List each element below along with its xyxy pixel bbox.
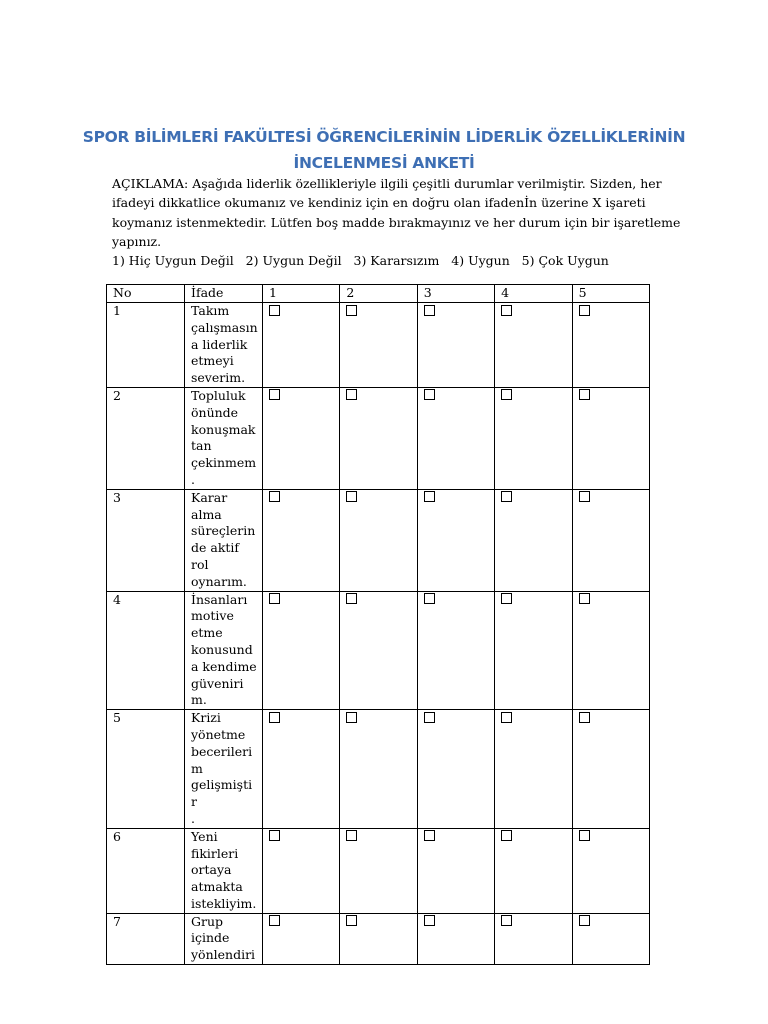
checkbox-option-1[interactable]	[269, 830, 280, 841]
instructions	[112, 174, 681, 251]
checkbox-option-2[interactable]	[346, 830, 357, 841]
row-statement	[185, 303, 263, 388]
option-cell-5	[572, 710, 649, 829]
option-cell-2	[340, 489, 417, 591]
checkbox-option-3[interactable]	[424, 830, 435, 841]
statement-line: Grup	[191, 913, 224, 929]
statement-line: Takım	[191, 303, 230, 318]
checkbox-option-4[interactable]	[501, 830, 512, 841]
option-cell-4	[495, 591, 572, 710]
option-cell-4	[495, 710, 572, 829]
statement-line: çekinmem	[191, 455, 257, 471]
table-row	[107, 387, 650, 489]
checkbox-option-1[interactable]	[269, 305, 280, 316]
statement-line: fikirleri	[191, 845, 239, 861]
statement-line: .	[191, 471, 195, 487]
row-statement	[185, 489, 263, 591]
option-cell-1	[263, 591, 340, 710]
statement-line: Karar	[191, 489, 228, 505]
checkbox-option-1[interactable]	[269, 491, 280, 502]
checkbox-option-1[interactable]	[269, 712, 280, 723]
row-statement	[185, 710, 263, 829]
option-cell-5	[572, 387, 649, 489]
statement-line: çalışmasın	[191, 319, 258, 335]
option-cell-1	[263, 710, 340, 829]
statement-line: İnsanları	[191, 591, 248, 607]
checkbox-option-5[interactable]	[579, 830, 590, 841]
statement-line: yönetme	[191, 726, 246, 742]
option-cell-1	[263, 828, 340, 913]
statement-line: gelişmiştir	[191, 777, 253, 810]
option-cell-1	[263, 913, 340, 964]
table-row	[107, 303, 650, 388]
checkbox-option-4[interactable]	[501, 491, 512, 502]
header-no: No	[107, 285, 185, 303]
table-row	[107, 489, 650, 591]
checkbox-option-5[interactable]	[579, 915, 590, 926]
checkbox-option-2[interactable]	[346, 491, 357, 502]
row-number: 7	[107, 913, 185, 964]
option-cell-3	[417, 489, 494, 591]
checkbox-option-2[interactable]	[346, 915, 357, 926]
survey-title	[60, 124, 708, 176]
checkbox-option-2[interactable]	[346, 389, 357, 400]
survey-table	[106, 284, 650, 965]
statement-line: ortaya	[191, 862, 232, 878]
option-cell-4	[495, 828, 572, 913]
row-statement	[185, 828, 263, 913]
header-option-4: 4	[495, 285, 572, 303]
instructions-line: koymanız istenmektedir. Lütfen boş madde bırakmayınız ve her durum için bir işaretleme	[112, 214, 681, 230]
statement-line: atmakta	[191, 879, 243, 895]
statement-line: konusund	[191, 641, 253, 657]
statement-line: etme	[191, 625, 223, 641]
option-cell-4	[495, 913, 572, 964]
option-cell-5	[572, 913, 649, 964]
row-statement	[185, 591, 263, 710]
statement-line: Krizi	[191, 710, 221, 726]
option-cell-2	[340, 828, 417, 913]
checkbox-option-2[interactable]	[346, 712, 357, 723]
table-row	[107, 591, 650, 710]
rating-scale-legend: 1) Hiç Uygun Değil 2) Uygun Değil 3) Kararsızım 4) Uygun 5) Çok Uygun	[112, 253, 609, 268]
checkbox-option-3[interactable]	[424, 915, 435, 926]
statement-line: Topluluk	[191, 387, 246, 403]
statement-line: rol	[191, 556, 209, 572]
checkbox-option-5[interactable]	[579, 389, 590, 400]
header-option-1: 1	[263, 285, 340, 303]
instructions-line: AÇIKLAMA: Aşağıda liderlik özellikleriyle ilgili çeşitli durumlar verilmiştir. Sizden, her	[112, 176, 662, 191]
option-cell-3	[417, 913, 494, 964]
option-cell-5	[572, 489, 649, 591]
row-number: 4	[107, 591, 185, 710]
row-statement	[185, 387, 263, 489]
table-row	[107, 828, 650, 913]
statement-line: istekliyim.	[191, 895, 257, 911]
checkbox-option-2[interactable]	[346, 305, 357, 316]
checkbox-option-5[interactable]	[579, 305, 590, 316]
checkbox-option-5[interactable]	[579, 491, 590, 502]
option-cell-2	[340, 303, 417, 388]
table-row	[107, 710, 650, 829]
option-cell-2	[340, 387, 417, 489]
checkbox-option-3[interactable]	[424, 593, 435, 604]
statement-line: yönlendiri	[191, 947, 256, 963]
instructions-line: yapınız.	[112, 233, 162, 249]
title-line-1: SPOR BİLİMLERİ FAKÜLTESİ ÖĞRENCİLERİNİN LİDERLİK ÖZELLİKLERİNİN	[82, 128, 686, 146]
checkbox-option-1[interactable]	[269, 389, 280, 400]
checkbox-option-4[interactable]	[501, 593, 512, 604]
option-cell-1	[263, 303, 340, 388]
option-cell-1	[263, 489, 340, 591]
header-option-5: 5	[572, 285, 649, 303]
statement-line: severim.	[191, 370, 246, 386]
option-cell-5	[572, 303, 649, 388]
statement-line: m	[191, 760, 203, 776]
header-statement: İfade	[185, 285, 263, 303]
statement-line: Yeni	[191, 828, 218, 844]
statement-line: süreçlerin	[191, 523, 256, 539]
statement-line: alma	[191, 506, 222, 522]
option-cell-2	[340, 913, 417, 964]
checkbox-option-3[interactable]	[424, 491, 435, 502]
statement-line: a kendime	[191, 658, 257, 674]
header-option-2: 2	[340, 285, 417, 303]
option-cell-4	[495, 387, 572, 489]
table-row	[107, 913, 650, 964]
option-cell-1	[263, 387, 340, 489]
checkbox-option-1[interactable]	[269, 593, 280, 604]
option-cell-2	[340, 591, 417, 710]
statement-line: oynarım.	[191, 573, 247, 589]
option-cell-2	[340, 710, 417, 829]
statement-line: de aktif	[191, 540, 240, 556]
checkbox-option-4[interactable]	[501, 389, 512, 400]
option-cell-5	[572, 591, 649, 710]
statement-line: tan	[191, 438, 212, 454]
checkbox-option-1[interactable]	[269, 915, 280, 926]
row-number: 2	[107, 387, 185, 489]
checkbox-option-3[interactable]	[424, 389, 435, 400]
statement-line: konuşmak	[191, 421, 256, 437]
row-number: 1	[107, 303, 185, 388]
checkbox-option-4[interactable]	[501, 915, 512, 926]
title-line-2: İNCELENMESİ ANKETİ	[293, 154, 475, 172]
statement-line: güvenirim.	[191, 675, 244, 708]
statement-line: etmeyi	[191, 353, 234, 369]
checkbox-option-4[interactable]	[501, 305, 512, 316]
option-cell-3	[417, 303, 494, 388]
row-number: 3	[107, 489, 185, 591]
header-option-3: 3	[417, 285, 494, 303]
statement-line: becerileri	[191, 743, 253, 759]
statement-line: önünde	[191, 404, 239, 420]
checkbox-option-4[interactable]	[501, 712, 512, 723]
option-cell-3	[417, 387, 494, 489]
instructions-line: ifadeyi dikkatlice okumanız ve kendiniz için en doğru olan ifadenİn üzerine X işareti	[112, 195, 646, 211]
row-number: 5	[107, 710, 185, 829]
statement-line: içinde	[191, 930, 230, 946]
row-statement	[185, 913, 263, 964]
option-cell-3	[417, 710, 494, 829]
statement-line: a liderlik	[191, 336, 248, 352]
option-cell-3	[417, 828, 494, 913]
checkbox-option-2[interactable]	[346, 593, 357, 604]
option-cell-4	[495, 303, 572, 388]
row-number: 6	[107, 828, 185, 913]
checkbox-option-3[interactable]	[424, 712, 435, 723]
checkbox-option-3[interactable]	[424, 305, 435, 316]
checkbox-option-5[interactable]	[579, 593, 590, 604]
option-cell-4	[495, 489, 572, 591]
option-cell-3	[417, 591, 494, 710]
table-header-row	[107, 285, 650, 303]
option-cell-5	[572, 828, 649, 913]
statement-line: .	[191, 810, 195, 826]
statement-line: motive	[191, 608, 234, 624]
checkbox-option-5[interactable]	[579, 712, 590, 723]
